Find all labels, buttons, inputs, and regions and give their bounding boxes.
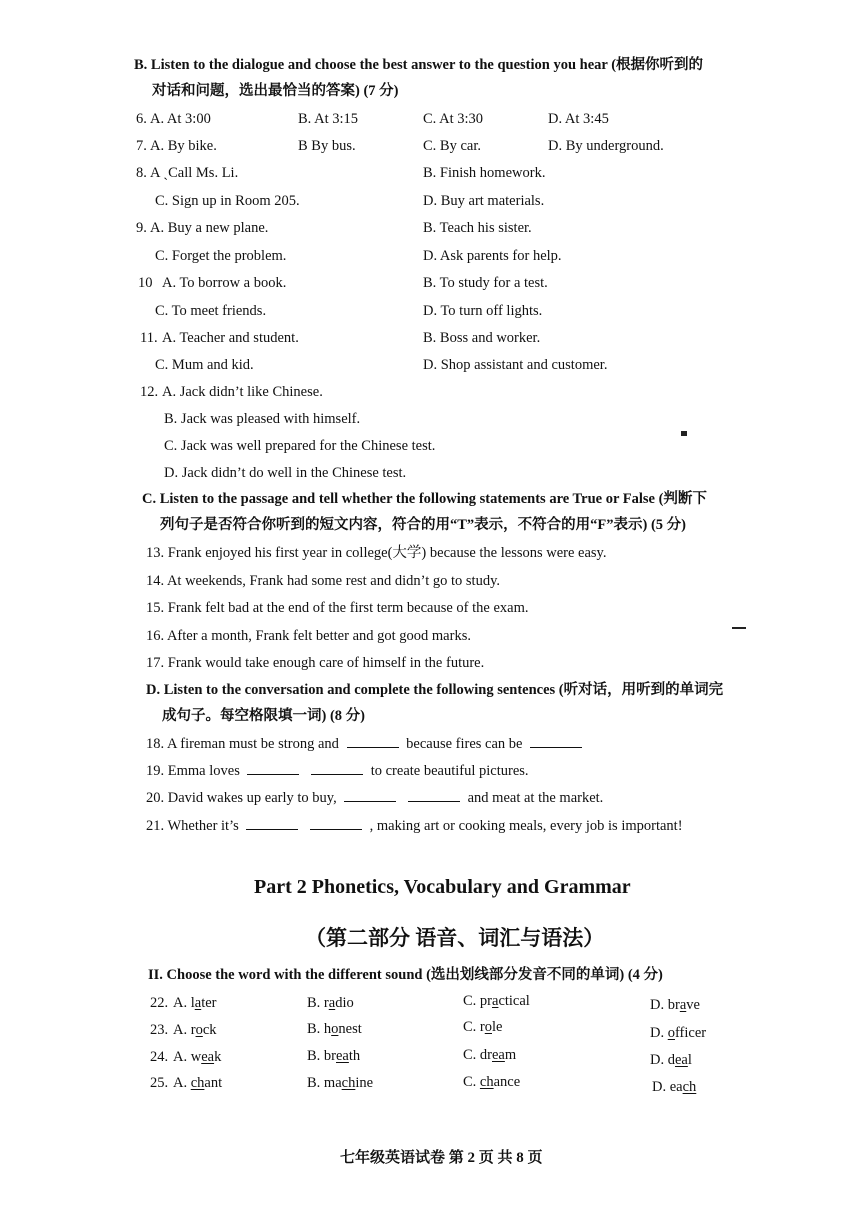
q20-blank-1[interactable] bbox=[344, 789, 396, 802]
q23-number: 23. bbox=[150, 1022, 169, 1038]
section-b-heading-cont: 对话和问题，选出最恰当的答案) (7 分) bbox=[152, 83, 399, 99]
q10-option-d: D. To turn off lights. bbox=[423, 303, 543, 319]
q11-option-c: C. Mum and kid. bbox=[155, 357, 254, 373]
statement-17: 17. Frank would take enough care of himself in the future. bbox=[146, 655, 485, 671]
statement-14: 14. At weekends, Frank had some rest and didn’t go to study. bbox=[146, 573, 500, 589]
q8-option-c: C. Sign up in Room 205. bbox=[155, 193, 300, 209]
q25-option-c: C. chance bbox=[463, 1074, 521, 1090]
q21-line bbox=[146, 817, 683, 835]
q20-blank-2[interactable] bbox=[408, 789, 460, 802]
q19-blank-2[interactable] bbox=[311, 762, 363, 775]
q18-text-start: 18. A fireman must be strong and bbox=[146, 736, 339, 752]
part2-title-cn: （第二部分 语音、词汇与语法） bbox=[305, 926, 605, 950]
q8-option-a: A ˏCall Ms. Li. bbox=[150, 165, 239, 181]
q21-text-start: 21. Whether it’s bbox=[146, 818, 239, 834]
section-ii-heading: II. Choose the word with the different sound (选出划线部分发音不同的单词) (4 分) bbox=[148, 967, 663, 983]
q18-blank-2[interactable] bbox=[530, 735, 582, 748]
q22-option-d: D. brave bbox=[650, 997, 700, 1013]
q7-number: 7. bbox=[136, 138, 147, 154]
q6-option-c: C. At 3:30 bbox=[423, 111, 484, 127]
q23-option-d: D. officer bbox=[650, 1025, 707, 1041]
q8-option-b: B. Finish homework. bbox=[423, 165, 546, 181]
q20-line bbox=[146, 789, 603, 807]
q7-option-b: B By bus. bbox=[298, 138, 356, 154]
scan-speck bbox=[681, 431, 687, 436]
q10-option-c: C. To meet friends. bbox=[155, 303, 267, 319]
q23-option-c: C. role bbox=[463, 1019, 503, 1035]
statement-15: 15. Frank felt bad at the end of the first term because of the exam. bbox=[146, 600, 529, 616]
q8-number: 8. bbox=[136, 165, 147, 181]
q25-option-a: A. chant bbox=[173, 1075, 223, 1091]
q24-option-d: D. deal bbox=[650, 1052, 692, 1068]
section-d-heading-cont: 成句子。每空格限填一词) (8 分) bbox=[162, 708, 365, 724]
q10-option-a: A. To borrow a book. bbox=[162, 275, 287, 291]
q9-option-a: A. Buy a new plane. bbox=[150, 220, 269, 236]
q6-number: 6. bbox=[136, 111, 147, 127]
q22-number: 22. bbox=[150, 995, 169, 1011]
q19-text-start: 19. Emma loves bbox=[146, 763, 240, 779]
q10-option-b: B. To study for a test. bbox=[423, 275, 548, 291]
q9-option-d: D. Ask parents for help. bbox=[423, 248, 562, 264]
q12-option-d: D. Jack didn’t do well in the Chinese test. bbox=[164, 465, 407, 481]
q11-option-d: D. Shop assistant and customer. bbox=[423, 357, 608, 373]
q9-option-c: C. Forget the problem. bbox=[155, 248, 287, 264]
q19-line bbox=[146, 762, 529, 780]
q6-option-b: B. At 3:15 bbox=[298, 111, 359, 127]
q22-option-c: C. practical bbox=[463, 993, 530, 1009]
q22-option-a: A. later bbox=[173, 995, 217, 1011]
q18-line bbox=[146, 735, 586, 753]
q7-option-a: A. By bike. bbox=[150, 138, 217, 154]
section-d-heading: D. Listen to the conversation and complete the following sentences (听对话，用听到的单词完 bbox=[146, 682, 724, 698]
q23-option-b: B. honest bbox=[307, 1021, 362, 1037]
q12-option-a: A. Jack didn’t like Chinese. bbox=[162, 384, 323, 400]
q20-text-end: and meat at the market. bbox=[467, 790, 604, 806]
q25-option-b: B. machine bbox=[307, 1075, 374, 1091]
q25-option-d: D. each bbox=[652, 1079, 697, 1095]
q24-option-c: C. dream bbox=[463, 1047, 517, 1063]
q21-text-end: , making art or cooking meals, every job is important! bbox=[369, 818, 683, 834]
q11-number: 11. bbox=[140, 330, 158, 346]
q25-number: 25. bbox=[150, 1075, 169, 1091]
q24-option-a: A. weak bbox=[173, 1049, 222, 1065]
part2-title: Part 2 Phonetics, Vocabulary and Grammar bbox=[254, 876, 631, 898]
section-c-heading: C. Listen to the passage and tell whether the following statements are True or False (判断下 bbox=[142, 491, 707, 507]
q10-number: 10 bbox=[138, 275, 153, 291]
statement-16: 16. After a month, Frank felt better and got good marks. bbox=[146, 628, 471, 644]
page-footer: 七年级英语试卷 第 2 页 共 8 页 bbox=[340, 1150, 543, 1166]
section-c-heading-cont: 列句子是否符合你听到的短文内容，符合的用“T”表示，不符合的用“F”表示) (5 分) bbox=[160, 517, 687, 533]
q12-number: 12. bbox=[140, 384, 159, 400]
q21-blank-1[interactable] bbox=[246, 817, 298, 830]
q6-option-a: A. At 3:00 bbox=[150, 111, 211, 127]
statement-13: 13. Frank enjoyed his first year in college(大学) because the lessons were easy. bbox=[146, 545, 607, 561]
q9-option-b: B. Teach his sister. bbox=[423, 220, 532, 236]
q19-blank-1[interactable] bbox=[247, 762, 299, 775]
q20-text-start: 20. David wakes up early to buy, bbox=[146, 790, 337, 806]
q9-number: 9. bbox=[136, 220, 147, 236]
q12-option-c: C. Jack was well prepared for the Chinese test. bbox=[164, 438, 436, 454]
q7-option-c: C. By car. bbox=[423, 138, 481, 154]
q23-option-a: A. rock bbox=[173, 1022, 217, 1038]
q11-option-b: B. Boss and worker. bbox=[423, 330, 541, 346]
q11-option-a: A. Teacher and student. bbox=[162, 330, 299, 346]
q6-option-d: D. At 3:45 bbox=[548, 111, 609, 127]
q21-blank-2[interactable] bbox=[310, 817, 362, 830]
q24-option-b: B. breath bbox=[307, 1048, 361, 1064]
q24-number: 24. bbox=[150, 1049, 169, 1065]
q12-option-b: B. Jack was pleased with himself. bbox=[164, 411, 361, 427]
q22-option-b: B. radio bbox=[307, 995, 354, 1011]
q19-text-end: to create beautiful pictures. bbox=[370, 763, 529, 779]
q18-blank-1[interactable] bbox=[347, 735, 399, 748]
q7-option-d: D. By underground. bbox=[548, 138, 664, 154]
q18-text-mid: because fires can be bbox=[406, 736, 523, 752]
section-b-heading: B. Listen to the dialogue and choose the best answer to the question you hear (根据你听到的 bbox=[134, 57, 704, 73]
scan-dash bbox=[732, 627, 746, 629]
q8-option-d: D. Buy art materials. bbox=[423, 193, 545, 209]
